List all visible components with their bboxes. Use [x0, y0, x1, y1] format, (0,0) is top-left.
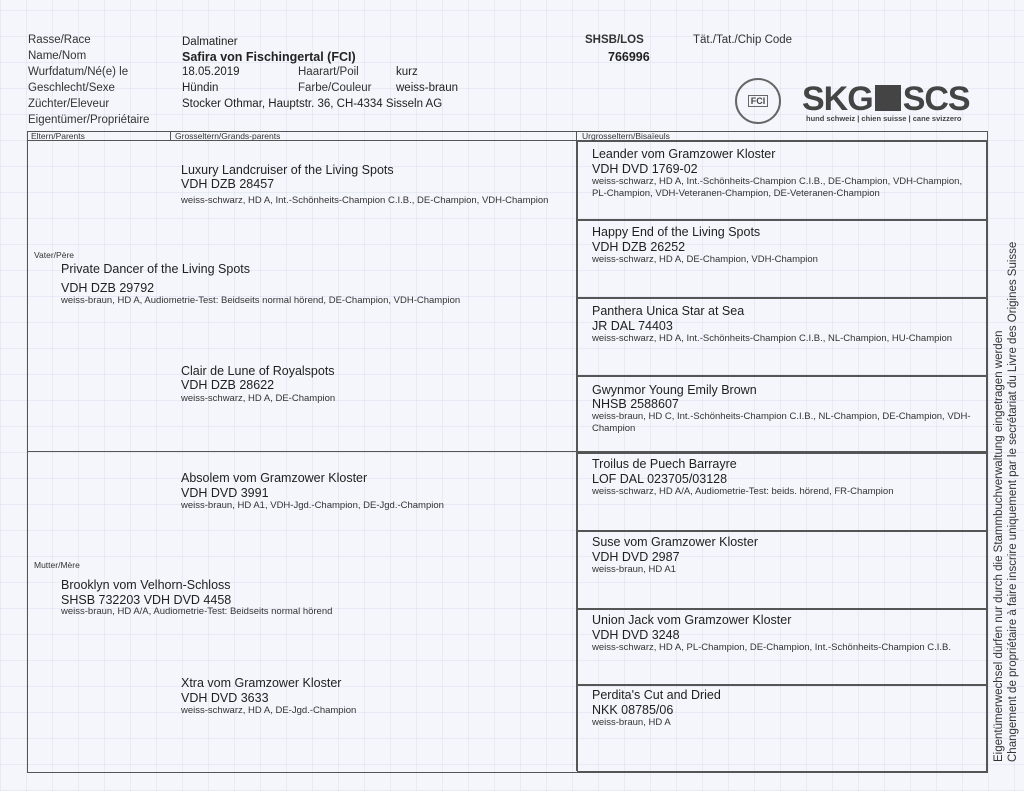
- ggp-8-details: weiss-braun, HD A: [592, 717, 671, 728]
- ggp-2-name: Happy End of the Living Spots: [592, 225, 761, 239]
- shsb-value: 766996: [608, 50, 650, 64]
- ggp-2-reg: VDH DZB 26252: [592, 240, 686, 254]
- dam-reg: SHSB 732203 VDH DVD 4458: [61, 593, 232, 607]
- shsb-label: SHSB/LOS: [585, 34, 644, 46]
- ggp-7-reg: VDH DVD 3248: [592, 628, 680, 642]
- column-header-great-grandparents: Urgrosseltern/Bisaïeuls: [582, 131, 670, 141]
- label-sex: Geschlecht/Sexe: [28, 82, 115, 94]
- ggp-1-name: Leander vom Gramzower Kloster: [592, 147, 776, 161]
- ggp-4-name: Gwynmor Young Emily Brown: [592, 383, 757, 397]
- grandparent-4-name: Xtra vom Gramzower Kloster: [181, 676, 342, 690]
- ggp-3-details: weiss-schwarz, HD A, Int.-Schönheits-Champion C.I.B., NL-Champion, HU-Champion: [592, 333, 953, 344]
- fci-logo-text: FCI: [748, 95, 769, 107]
- grandparent-2-reg: VDH DZB 28622: [181, 378, 275, 392]
- label-owner: Eigentümer/Propriétaire: [28, 114, 150, 126]
- grandparent-2-details: weiss-schwarz, HD A, DE-Champion: [181, 393, 336, 404]
- ggp-2-details: weiss-schwarz, HD A, DE-Champion, VDH-Champion: [592, 254, 818, 265]
- hair-value: kurz: [396, 66, 418, 78]
- ggp-5-details: weiss-schwarz, HD A/A, Audiometrie-Test: beids. hörend, FR-Champion: [592, 486, 894, 497]
- header-labels: [28, 32, 149, 128]
- dam-details: weiss-braun, HD A/A, Audiometrie-Test: Beidseits normal hörend: [61, 606, 333, 617]
- grandparent-3-details: weiss-braun, HD A1, VDH-Jgd.-Champion, DE-Jgd.-Champion: [181, 500, 444, 511]
- label-breed: Rasse/Race: [28, 34, 91, 46]
- grandparent-1-reg: VDH DZB 28457: [181, 177, 275, 191]
- ggp-3-name: Panthera Unica Star at Sea: [592, 304, 745, 318]
- ggp-5-name: Troilus de Puech Barrayre: [592, 457, 737, 471]
- ggp-1-details: weiss-schwarz, HD A, Int.-Schönheits-Champion C.I.B., DE-Champion, VDH-Champion, PL-Champion, VDH-Veteranen-Champion, DE-Veteranen-Champion: [592, 176, 963, 199]
- grandparent-3-name: Absolem vom Gramzower Kloster: [181, 471, 368, 485]
- sire-details: weiss-braun, HD A, Audiometrie-Test: Beidseits normal hörend, DE-Champion, VDH-Champion: [61, 295, 461, 306]
- ggp-3-reg: JR DAL 74403: [592, 319, 673, 333]
- grandparent-1-details: weiss-schwarz, HD A, Int.-Schönheits-Champion C.I.B., DE-Champion, VDH-Champion: [181, 195, 549, 206]
- ggp-5-reg: LOF DAL 023705/03128: [592, 472, 728, 486]
- grandparent-4-details: weiss-schwarz, HD A, DE-Jgd.-Champion: [181, 705, 357, 716]
- birth-date-value: 18.05.2019: [182, 66, 240, 78]
- breeder-value: Stocker Othmar, Hauptstr. 36, CH-4334 Sisseln AG: [182, 98, 443, 110]
- grandparent-2-name: Clair de Lune of Royalspots: [181, 364, 335, 378]
- grandparent-4-reg: VDH DVD 3633: [181, 691, 269, 705]
- column-header-divider-parents: [170, 131, 171, 141]
- tattoo-chip-label: Tät./Tat./Chip Code: [693, 34, 793, 46]
- grandparent-1-name: Luxury Landcruiser of the Living Spots: [181, 163, 394, 177]
- dog-name: Safira von Fischingertal (FCI): [182, 50, 356, 64]
- doghouse-icon: [875, 85, 901, 111]
- ownership-note-fr: Changement de propriétaire à faire inscrire uniquement par le secrétariat du Livre des Origines Suisse: [1007, 241, 1019, 762]
- fci-globe-icon: [735, 78, 781, 124]
- ggp-6-details: weiss-braun, HD A1: [592, 564, 676, 575]
- hair-label: Haarart/Poil: [298, 66, 359, 78]
- ggp-4-reg: NHSB 2588607: [592, 397, 679, 411]
- label-breeder: Züchter/Eleveur: [28, 98, 110, 110]
- column-header-grandparents: Grosseltern/Grands-parents: [175, 131, 281, 141]
- dam-role: Mutter/Mère: [34, 560, 80, 570]
- column-header-parents: Eltern/Parents: [31, 131, 85, 141]
- label-birth-date: Wurfdatum/Né(e) le: [28, 66, 129, 78]
- sire-name: Private Dancer of the Living Spots: [61, 262, 250, 276]
- ggp-8-name: Perdita's Cut and Dried: [592, 688, 721, 702]
- ggp-1-reg: VDH DVD 1769-02: [592, 162, 698, 176]
- sire-reg: VDH DZB 29792: [61, 281, 155, 295]
- ownership-note-de: Eigentümerwechsel dürfen nur durch die Stammbuchverwaltung eingetragen werden: [993, 330, 1005, 762]
- skg-logo-right: SCS: [902, 80, 970, 118]
- sire-role: Vater/Père: [34, 250, 75, 260]
- dam-name: Brooklyn vom Velhorn-Schloss: [61, 578, 231, 592]
- breed-value: Dalmatiner: [182, 36, 238, 48]
- ggp-6-reg: VDH DVD 2987: [592, 550, 680, 564]
- color-label: Farbe/Couleur: [298, 82, 372, 94]
- skg-logo-subtitle: hund schweiz | chien suisse | cane svizzero: [806, 114, 962, 123]
- ggp-4-details: weiss-braun, HD C, Int.-Schönheits-Champion C.I.B., NL-Champion, DE-Champion, VDH-Champion: [592, 411, 971, 434]
- ggp-7-details: weiss-schwarz, HD A, PL-Champion, DE-Champion, Int.-Schönheits-Champion C.I.B.: [592, 642, 952, 653]
- ownership-change-note: [992, 242, 1020, 762]
- grandparent-3-reg: VDH DVD 3991: [181, 486, 269, 500]
- ggp-7-name: Union Jack vom Gramzower Kloster: [592, 613, 792, 627]
- sex-value: Hündin: [182, 82, 219, 94]
- ggp-6-name: Suse vom Gramzower Kloster: [592, 535, 759, 549]
- skg-logo-left: SKG: [802, 80, 873, 118]
- ggp-8-reg: NKK 08785/06: [592, 703, 674, 717]
- color-value: weiss-braun: [396, 82, 458, 94]
- label-name: Name/Nom: [28, 50, 87, 62]
